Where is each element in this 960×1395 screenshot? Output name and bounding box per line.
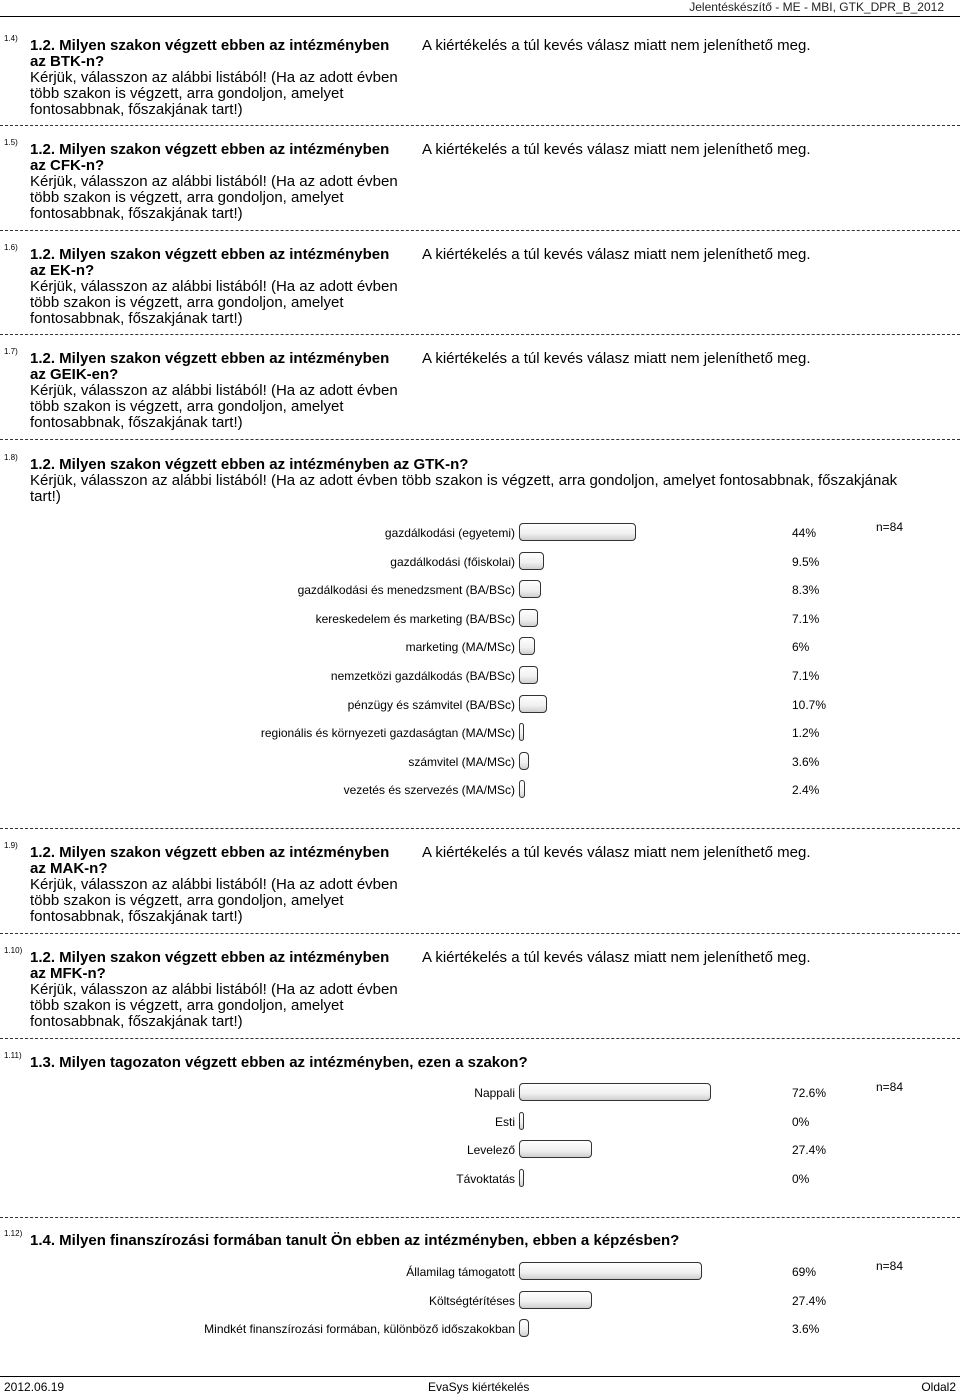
- category-label: nemzetközi gazdálkodás (BA/BSc): [330, 669, 515, 683]
- no-result-message: A kiértékelés a túl kevés válasz miatt nem jeleníthető meg.: [422, 246, 811, 263]
- category-label: Levelező: [466, 1143, 515, 1158]
- bar: [519, 1083, 711, 1101]
- bar: [519, 695, 547, 713]
- category-label: Államilag támogatott: [406, 1265, 515, 1279]
- question-text: [30, 243, 400, 327]
- question-text: [30, 138, 400, 222]
- question-title: 1.2. Milyen szakon végzett ebben az intézményben az GEIK-en?: [30, 350, 390, 383]
- chart-row: [0, 552, 960, 574]
- question-number: 1.7): [4, 347, 18, 356]
- chart-row: [0, 609, 960, 631]
- report-title: Jelentéskészítő - ME - MBI, GTK_DPR_B_2012: [689, 0, 944, 14]
- bar: [519, 1140, 592, 1158]
- question-text: [30, 841, 400, 925]
- bar: [519, 609, 538, 627]
- chart-row: [0, 1169, 960, 1191]
- bar: [519, 1319, 529, 1337]
- respondent-count: n=84: [876, 520, 904, 534]
- footer-rule: [0, 1376, 960, 1377]
- category-label: gazdálkodási és menedzsment (BA/BSc): [297, 583, 515, 598]
- value-label: 1.2%: [792, 726, 820, 741]
- question-text: [30, 34, 400, 118]
- bar: [519, 1262, 702, 1280]
- chart-row: [0, 523, 960, 545]
- question-text: [30, 1051, 910, 1071]
- no-result-message: A kiértékelés a túl kevés válasz miatt nem jeleníthető meg.: [422, 949, 811, 966]
- footer-page: Oldal2: [921, 1380, 956, 1394]
- no-result-message: A kiértékelés a túl kevés válasz miatt nem jeleníthető meg.: [422, 844, 811, 861]
- separator: [0, 125, 960, 126]
- question-note: Kérjük, válasszon az alábbi listából! (Ha az adott évben több szakon is végzett, arra gondoljon, amelyet fontosabbnak, főszakjának tart!): [30, 382, 398, 431]
- value-label: 0%: [792, 1114, 810, 1129]
- question-number: 1.12): [4, 1229, 23, 1238]
- chart-row: [0, 1291, 960, 1313]
- separator: [0, 439, 960, 440]
- chart-row: [0, 1140, 960, 1162]
- question-number: 1.11): [4, 1051, 22, 1060]
- category-label: Nappali: [474, 1086, 515, 1100]
- question-number: 1.10): [4, 946, 23, 955]
- question-number: 1.5): [4, 138, 18, 147]
- bar: [519, 637, 535, 655]
- value-label: 72.6%: [792, 1086, 827, 1100]
- bar: [519, 552, 544, 570]
- chart-row: [0, 1083, 960, 1105]
- value-label: 10.7%: [792, 697, 827, 712]
- bar: [519, 580, 541, 598]
- value-label: 6%: [792, 640, 810, 655]
- question-number: 1.4): [4, 34, 18, 43]
- chart-row: [0, 1112, 960, 1134]
- value-label: 8.3%: [792, 583, 820, 598]
- question-note: Kérjük, válasszon az alábbi listából! (Ha az adott évben több szakon is végzett, arra gondoljon, amelyet fontosabbnak, főszakjának tart!): [30, 173, 398, 222]
- category-label: gazdálkodási (főiskolai): [390, 554, 515, 569]
- chart-row: [0, 1262, 960, 1284]
- question-text: [30, 347, 400, 431]
- value-label: 3.6%: [792, 754, 820, 769]
- value-label: 27.4%: [792, 1293, 827, 1308]
- value-label: 27.4%: [792, 1143, 827, 1158]
- bar: [519, 1169, 524, 1187]
- chart-row: [0, 752, 960, 774]
- footer-center: EvaSys kiértékelés: [428, 1380, 530, 1394]
- category-label: Esti: [494, 1114, 515, 1129]
- value-label: 7.1%: [792, 611, 820, 626]
- question-text: [30, 946, 400, 1030]
- chart-row: [0, 666, 960, 688]
- chart-row: [0, 1319, 960, 1341]
- bar: [519, 1112, 524, 1130]
- category-label: Távoktatás: [456, 1171, 515, 1186]
- value-label: 0%: [792, 1171, 810, 1186]
- value-label: 69%: [792, 1265, 817, 1279]
- category-label: pénzügy és számvitel (BA/BSc): [347, 697, 515, 712]
- category-label: gazdálkodási (egyetemi): [384, 526, 515, 540]
- separator: [0, 334, 960, 335]
- question-title: 1.2. Milyen szakon végzett ebben az intézményben az MAK-n?: [30, 844, 390, 877]
- question-number: 1.8): [4, 453, 18, 462]
- question-note: Kérjük, válasszon az alábbi listából! (Ha az adott évben több szakon is végzett, arra gondoljon, amelyet fontosabbnak, főszakjának tart!): [30, 472, 898, 505]
- bar: [519, 723, 524, 741]
- bar: [519, 666, 538, 684]
- category-label: kereskedelem és marketing (BA/BSc): [315, 611, 515, 626]
- question-title: 1.2. Milyen szakon végzett ebben az intézményben az MFK-n?: [30, 949, 390, 982]
- question-title: 1.4. Milyen finanszírozási formában tanult Ön ebben az intézményben, ebben a képzésben?: [30, 1232, 680, 1249]
- category-label: Mindkét finanszírozási formában, különböző időszakokban: [204, 1322, 515, 1337]
- question-note: Kérjük, válasszon az alábbi listából! (Ha az adott évben több szakon is végzett, arra gondoljon, amelyet fontosabbnak, főszakjának tart!): [30, 278, 398, 327]
- question-text: [30, 1229, 910, 1249]
- no-result-message: A kiértékelés a túl kevés válasz miatt nem jeleníthető meg.: [422, 37, 811, 54]
- category-label: vezetés és szervezés (MA/MSc): [343, 783, 515, 798]
- category-label: regionális és környezeti gazdaságtan (MA/MSc): [260, 726, 515, 741]
- chart-row: [0, 637, 960, 659]
- question-title: 1.2. Milyen szakon végzett ebben az intézményben az CFK-n?: [30, 141, 390, 174]
- bar: [519, 523, 636, 541]
- chart-row: [0, 580, 960, 602]
- separator: [0, 1217, 960, 1218]
- bar: [519, 1291, 592, 1309]
- question-note: Kérjük, válasszon az alábbi listából! (Ha az adott évben több szakon is végzett, arra gondoljon, amelyet fontosabbnak, főszakjának tart!): [30, 981, 398, 1030]
- footer-date: 2012.06.19: [4, 1380, 65, 1394]
- respondent-count: n=84: [876, 1080, 904, 1094]
- value-label: 3.6%: [792, 1322, 820, 1337]
- question-title: 1.2. Milyen szakon végzett ebben az intézményben az BTK-n?: [30, 37, 390, 70]
- category-label: marketing (MA/MSc): [405, 640, 515, 655]
- separator: [0, 933, 960, 934]
- question-text: [30, 453, 910, 505]
- value-label: 7.1%: [792, 669, 820, 683]
- value-label: 2.4%: [792, 783, 820, 798]
- question-number: 1.9): [4, 841, 18, 850]
- separator: [0, 828, 960, 829]
- question-note: Kérjük, válasszon az alábbi listából! (Ha az adott évben több szakon is végzett, arra gondoljon, amelyet fontosabbnak, főszakjának tart!): [30, 876, 398, 925]
- chart-row: [0, 723, 960, 745]
- category-label: Költségtérítéses: [428, 1293, 515, 1308]
- value-label: 9.5%: [792, 554, 820, 569]
- category-label: számvitel (MA/MSc): [408, 754, 515, 769]
- separator: [0, 230, 960, 231]
- no-result-message: A kiértékelés a túl kevés válasz miatt nem jeleníthető meg.: [422, 350, 811, 367]
- bar: [519, 780, 525, 798]
- chart-row: [0, 695, 960, 717]
- value-label: 44%: [792, 526, 817, 540]
- question-title: 1.2. Milyen szakon végzett ebben az intézményben az EK-n?: [30, 246, 390, 279]
- respondent-count: n=84: [876, 1259, 904, 1273]
- bar: [519, 752, 529, 770]
- header-rule: [0, 16, 960, 17]
- chart-row: [0, 780, 960, 802]
- question-title: 1.2. Milyen szakon végzett ebben az intézményben az GTK-n?: [30, 456, 469, 473]
- question-title: 1.3. Milyen tagozaton végzett ebben az intézményben, ezen a szakon?: [30, 1054, 528, 1071]
- question-note: Kérjük, válasszon az alábbi listából! (Ha az adott évben több szakon is végzett, arra gondoljon, amelyet fontosabbnak, főszakjának tart!): [30, 69, 398, 118]
- separator: [0, 1038, 960, 1039]
- no-result-message: A kiértékelés a túl kevés válasz miatt nem jeleníthető meg.: [422, 141, 811, 158]
- question-number: 1.6): [4, 243, 18, 252]
